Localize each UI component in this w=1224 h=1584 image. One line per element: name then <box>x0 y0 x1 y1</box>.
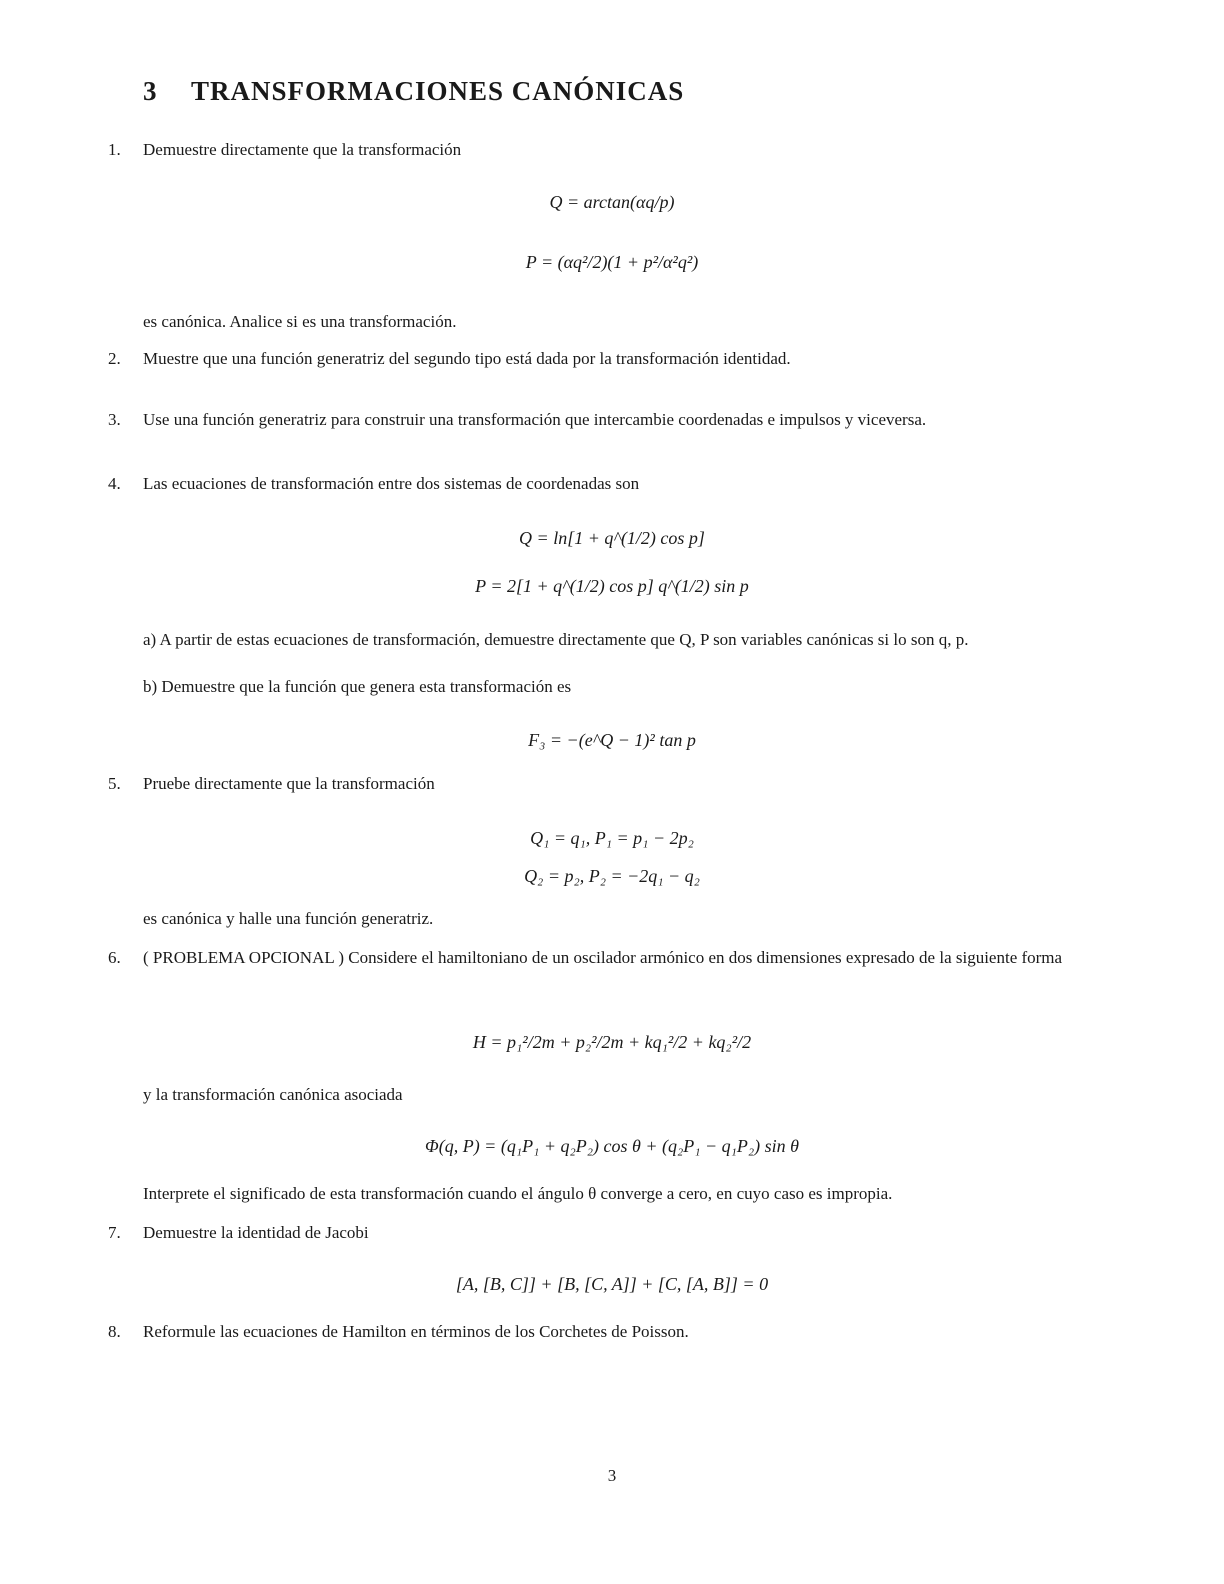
page-number: 3 <box>607 1466 617 1485</box>
problem-text: Demuestre la identidad de Jacobi <box>143 1223 369 1242</box>
section-number: 3 <box>143 76 158 106</box>
problem-text: Muestre que una función generatriz del segundo tipo está dada por la transformación identidad. <box>143 349 791 368</box>
text-line: b) Demuestre que la función que genera esta transformación es <box>143 677 572 696</box>
problem-4 <box>108 472 1142 495</box>
equation-5a: Q₁ = q₁, P₁ = p₁ − 2p₂ <box>530 828 694 848</box>
problem-5 <box>108 772 1142 795</box>
problem-8 <box>108 1320 1142 1343</box>
equation-1a: Q = arctan(αq/p) <box>549 192 675 212</box>
problem-1 <box>108 138 1142 161</box>
text-line: es canónica y halle una función generatriz. <box>143 909 434 928</box>
equation-4b: P = 2[1 + q^(1/2) cos p] q^(1/2) sin p <box>475 576 749 596</box>
text-line: a) A partir de estas ecuaciones de transformación, demuestre directamente que Q, P son variables canónicas si lo son q, p. <box>143 630 969 649</box>
problem-text: ( PROBLEMA OPCIONAL ) Considere el hamiltoniano de un oscilador armónico en dos dimensiones expresado de la siguiente forma <box>143 948 1063 967</box>
problem-number: 5. <box>108 774 121 793</box>
problem-7 <box>108 1221 1142 1244</box>
problem-text: Las ecuaciones de transformación entre dos sistemas de coordenadas son <box>143 474 640 493</box>
problem-text: Demuestre directamente que la transformación <box>143 140 462 159</box>
problem-6 <box>108 946 1142 969</box>
equation-6b: Φ(q, P) = (q₁P₁ + q₂P₂) cos θ + (q₂P₁ − q₁P₂) sin θ <box>425 1136 799 1156</box>
equation-5b: Q₂ = p₂, P₂ = −2q₁ − q₂ <box>524 866 700 886</box>
section-heading: TRANSFORMACIONES CANÓNICAS <box>191 76 685 106</box>
equation-4c: F₃ = −(e^Q − 1)² tan p <box>528 730 696 750</box>
equation-1b: P = (αq²/2)(1 + p²/α²q²) <box>525 252 699 272</box>
text-line: y la transformación canónica asociada <box>143 1085 403 1104</box>
problem-text: Pruebe directamente que la transformación <box>143 774 435 793</box>
equation-6a: H = p₁²/2m + p₂²/2m + kq₁²/2 + kq₂²/2 <box>472 1032 752 1052</box>
text-line: Interprete el significado de esta transformación cuando el ángulo θ converge a cero, en cuyo caso es impropia. <box>143 1184 893 1203</box>
equation-7: [A, [B, C]] + [B, [C, A]] + [C, [A, B]] = 0 <box>455 1274 769 1294</box>
problem-text: Reformule las ecuaciones de Hamilton en términos de los Corchetes de Poisson. <box>143 1322 689 1341</box>
problem-number: 2. <box>108 349 121 368</box>
problem-3 <box>108 408 1142 431</box>
problem-text: Use una función generatriz para construir una transformación que intercambie coordenadas e impulsos y viceversa. <box>143 410 927 429</box>
problem-2 <box>108 347 1142 370</box>
problem-number: 7. <box>108 1223 121 1242</box>
problem-number: 8. <box>108 1322 121 1341</box>
section-title <box>143 76 684 107</box>
equation-4a: Q = ln[1 + q^(1/2) cos p] <box>519 528 705 548</box>
text-line: es canónica. Analice si es una transformación. <box>143 312 457 331</box>
problem-number: 3. <box>108 410 121 429</box>
problem-number: 1. <box>108 140 121 159</box>
problem-number: 6. <box>108 948 121 967</box>
problem-number: 4. <box>108 474 121 493</box>
